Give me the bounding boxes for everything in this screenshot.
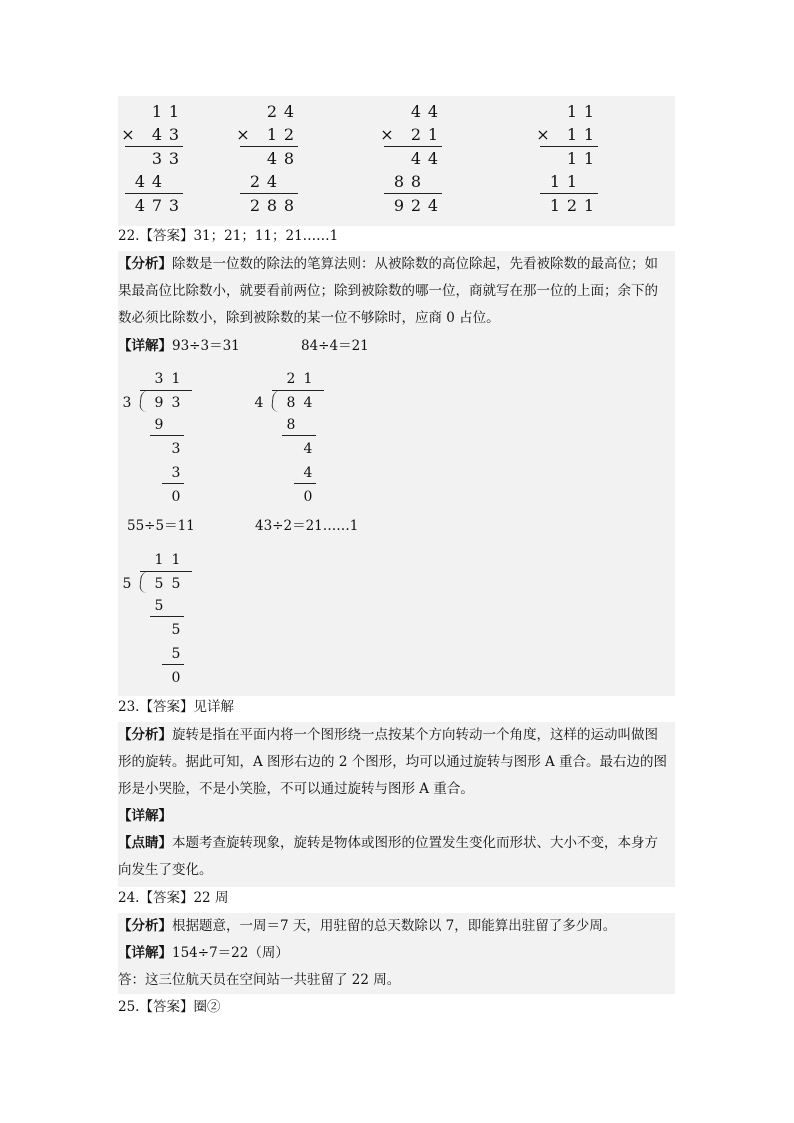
- q22-eq2: 84÷4＝21: [301, 338, 369, 354]
- mult-digit: 1: [151, 102, 163, 121]
- q22-analysis-line2: 果最高位比除数小，就要看前两位；除到被除数的哪一位，商就写在那一位的上面；余下的: [118, 283, 658, 299]
- remainder-digit: 3: [171, 441, 181, 457]
- mult-digit: 2: [410, 196, 422, 215]
- remainder-digit: 0: [171, 489, 181, 505]
- subtract-digit: 3: [171, 465, 181, 481]
- rule-line: [240, 193, 298, 194]
- dividend-digit: 5: [171, 576, 181, 592]
- mult-digit: 4: [134, 172, 146, 191]
- mult-digit: 4: [283, 102, 295, 121]
- mult-digit: 3: [168, 196, 180, 215]
- mult-digit: 8: [266, 196, 278, 215]
- q24-body: [118, 913, 675, 994]
- q24-detail-tag: 【详解】: [118, 945, 172, 961]
- q22-detail-tag: 【详解】: [118, 338, 172, 354]
- dividend-digit: 8: [286, 395, 296, 411]
- subtract-line: [162, 664, 184, 665]
- mult-digit: 2: [249, 172, 261, 191]
- mult-digit: 4: [151, 125, 163, 144]
- q25-answer-text: 25.【答案】圈②: [118, 999, 221, 1015]
- mult-digit: 8: [393, 172, 405, 191]
- mult-digit: 1: [566, 102, 578, 121]
- q23-point-line2: 向发生了变化。: [118, 862, 213, 878]
- quotient-digit: 3: [154, 371, 164, 387]
- q23-answer-text: 23.【答案】见详解: [118, 699, 234, 715]
- mult-digit: 8: [410, 172, 422, 191]
- subtract-line: [150, 435, 184, 436]
- mult-digit: 1: [549, 196, 561, 215]
- divisor-digit: 3: [122, 395, 132, 411]
- q22-eq2-line: [301, 333, 501, 360]
- mult-digit: 8: [283, 149, 295, 168]
- q23-detail-tag: 【详解】: [118, 808, 172, 824]
- mult-digit: 1: [583, 196, 595, 215]
- q22-eq4: 43÷2＝21……1: [255, 518, 359, 534]
- subtract-line: [294, 483, 316, 484]
- q22-eq1: 93÷3＝31: [172, 338, 240, 354]
- mult-digit: 1: [583, 125, 595, 144]
- division-bracket: [139, 571, 150, 593]
- dividend-digit: 9: [154, 395, 164, 411]
- rule-line: [540, 193, 598, 194]
- mult-digit: 4: [151, 172, 163, 191]
- mult-digit: 1: [549, 172, 561, 191]
- q23-point-line1: 本题考查旋转现象，旋转是物体或图形的位置发生变化而形状、大小不变，本身方: [172, 835, 658, 851]
- rule-line: [240, 146, 298, 147]
- q23-analysis-line2: 形的旋转。据此可知，A 图形右边的 2 个图形，均可以通过旋转与图形 A 重合。最右边的图: [118, 754, 668, 770]
- q22-eq3: 55÷5＝11: [127, 518, 195, 534]
- mult-digit: 4: [427, 102, 439, 121]
- mult-digit: 9: [393, 196, 405, 215]
- mult-digit: 4: [427, 149, 439, 168]
- remainder-digit: 0: [171, 670, 181, 686]
- mult-digit: 8: [283, 196, 295, 215]
- subtract-digit: 4: [303, 465, 313, 481]
- mult-digit: 4: [410, 102, 422, 121]
- mult-digit: 1: [168, 102, 180, 121]
- q22-analysis: [118, 251, 675, 332]
- q24-analysis-line1: 根据题意，一周＝7 天，用驻留的总天数除以 7，即能算出驻留了多少周。: [172, 918, 617, 934]
- rule-line: [125, 146, 183, 147]
- q22-answer-text: 22.【答案】31；21；11；21……1: [118, 228, 339, 244]
- rule-line: [540, 146, 598, 147]
- q22-eq3-line: [127, 513, 247, 540]
- mult-digit: 1: [427, 125, 439, 144]
- dividend-digit: 3: [171, 395, 181, 411]
- rule-line: [384, 146, 442, 147]
- times-sign: ×: [380, 125, 394, 144]
- q24-answer-text: 24.【答案】22 周: [118, 890, 229, 906]
- q23-analysis-line1: 旋转是指在平面内将一个图形绕一点按某个方向转动一个角度，这样的运动叫做图: [172, 727, 658, 743]
- quotient-digit: 1: [303, 371, 313, 387]
- q24-answer: [118, 885, 675, 912]
- q22-analysis-line1: 除数是一位数的除法的笔算法则：从被除数的高位除起，先看被除数的最高位；如: [172, 256, 658, 272]
- mult-digit: 7: [151, 196, 163, 215]
- mult-digit: 4: [427, 196, 439, 215]
- mult-digit: 2: [283, 125, 295, 144]
- q22-eq4-line: [255, 513, 415, 540]
- times-sign: ×: [121, 125, 135, 144]
- mult-digit: 1: [266, 125, 278, 144]
- mult-digit: 2: [566, 196, 578, 215]
- q22-analysis-line3: 数必须比除数小，除到被除数的某一位不够除时，应商 0 占位。: [118, 310, 500, 326]
- mult-digit: 1: [566, 149, 578, 168]
- q22-analysis-tag: 【分析】: [118, 256, 172, 272]
- q24-analysis-tag: 【分析】: [118, 918, 172, 934]
- dividend-digit: 5: [154, 576, 164, 592]
- q24-detail-line1: 154÷7＝22（周）: [172, 945, 289, 961]
- mult-digit: 2: [410, 125, 422, 144]
- times-sign: ×: [536, 125, 550, 144]
- mult-digit: 4: [266, 149, 278, 168]
- quotient-digit: 1: [171, 552, 181, 568]
- q23-answer: [118, 694, 675, 721]
- mult-digit: 1: [566, 125, 578, 144]
- mult-digit: 4: [410, 149, 422, 168]
- subtract-line: [162, 483, 184, 484]
- q23-analysis-line3: 形是小哭脸，不是小笑脸，不可以通过旋转与图形 A 重合。: [118, 781, 474, 797]
- mult-digit: 1: [583, 149, 595, 168]
- rule-line: [125, 193, 183, 194]
- mult-digit: 4: [134, 196, 146, 215]
- subtract-line: [150, 616, 184, 617]
- q23-analysis: [118, 722, 675, 884]
- divisor-digit: 4: [254, 395, 264, 411]
- q22-answer: [118, 223, 675, 250]
- mult-digit: 2: [249, 196, 261, 215]
- remainder-digit: 5: [171, 622, 181, 638]
- q23-analysis-tag: 【分析】: [118, 727, 172, 743]
- quotient-digit: 2: [286, 371, 296, 387]
- long-division-55-5: [118, 551, 238, 691]
- subtract-digit: 8: [286, 417, 296, 433]
- subtract-digit: 9: [154, 417, 164, 433]
- divisor-digit: 5: [122, 576, 132, 592]
- long-division-84-4: [250, 370, 370, 510]
- q25-answer: [118, 994, 675, 1021]
- long-division-93-3: [118, 370, 238, 510]
- quotient-digit: 1: [171, 371, 181, 387]
- mult-digit: 1: [566, 172, 578, 191]
- division-bracket: [139, 390, 150, 412]
- subtract-digit: 5: [171, 646, 181, 662]
- mult-digit: 1: [583, 102, 595, 121]
- mult-digit: 3: [168, 125, 180, 144]
- quotient-digit: 1: [154, 552, 164, 568]
- mult-digit: 4: [266, 172, 278, 191]
- q23-point-tag: 【点睛】: [118, 835, 172, 851]
- mult-digit: 2: [266, 102, 278, 121]
- division-bracket: [271, 390, 282, 412]
- mult-digit: 3: [151, 149, 163, 168]
- subtract-line: [282, 435, 316, 436]
- subtract-digit: 5: [154, 598, 164, 614]
- rule-line: [384, 193, 442, 194]
- q24-answer-line: 答：这三位航天员在空间站一共驻留了 22 周。: [118, 972, 401, 988]
- times-sign: ×: [236, 125, 250, 144]
- remainder-digit: 0: [303, 489, 313, 505]
- dividend-digit: 4: [303, 395, 313, 411]
- mult-digit: 3: [168, 149, 180, 168]
- remainder-digit: 4: [303, 441, 313, 457]
